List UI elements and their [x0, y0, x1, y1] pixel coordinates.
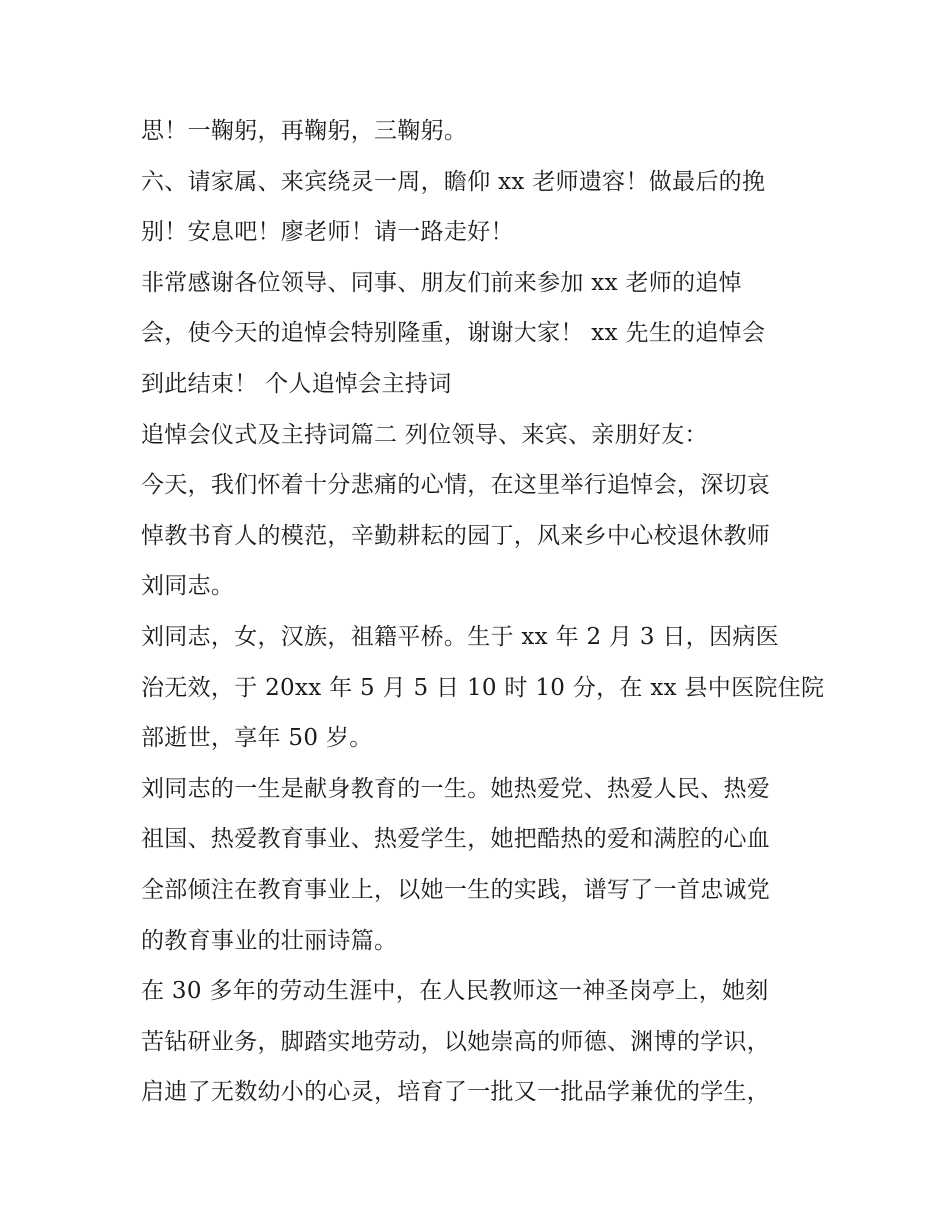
- text-line: 治无效，于 20xx 年 5 月 5 日 10 时 10 分，在 xx 县中医院住院: [141, 674, 825, 701]
- text-line: 苦钻研业务，脚踏实地劳动，以她崇高的师德、渊博的学识，: [141, 1028, 771, 1055]
- text-line: 今天，我们怀着十分悲痛的心情，在这里举行追悼会，深切哀: [141, 472, 771, 499]
- text-line: 祖国、热爱教育事业、热爱学生，她把酷热的爱和满腔的心血: [141, 826, 771, 853]
- text-line: 会，使今天的追悼会特别隆重，谢谢大家！ xx 先生的追悼会: [141, 320, 766, 347]
- text-line: 启迪了无数幼小的心灵，培育了一批又一批品学兼优的学生，: [141, 1079, 771, 1106]
- text-line: 六、请家属、来宾绕灵一周，瞻仰 xx 老师遗容！做最后的挽: [141, 168, 766, 195]
- text-line: 刘同志，女，汉族，祖籍平桥。生于 xx 年 2 月 3 日，因病医: [141, 623, 779, 650]
- text-line: 在 30 多年的劳动生涯中，在人民教师这一神圣岗亭上，她刻: [141, 978, 769, 1005]
- text-line: 悼教书育人的模范，辛勤耕耘的园丁，风来乡中心校退休教师: [141, 522, 771, 549]
- text-line: 到此结束！ 个人追悼会主持词: [141, 370, 452, 397]
- text-line: 刘同志。: [141, 573, 235, 600]
- text-line: 部逝世，享年 50 岁。: [141, 725, 373, 752]
- text-line: 非常感谢各位领导、同事、朋友们前来参加 xx 老师的追悼: [141, 269, 742, 296]
- text-line: 思！一鞠躬，再鞠躬，三鞠躬。: [141, 118, 468, 144]
- text-line: 全部倾注在教育事业上，以她一生的实践，谱写了一首忠诚党: [141, 876, 771, 903]
- text-line: 的教育事业的壮丽诗篇。: [141, 927, 398, 954]
- text-line: 别！安息吧！廖老师！请一路走好！: [141, 219, 514, 246]
- section-heading-line: 追悼会仪式及主持词篇二 列位领导、来宾、亲朋好友：: [141, 421, 708, 448]
- text-line: 刘同志的一生是献身教育的一生。她热爱党、热爱人民、热爱: [141, 775, 771, 802]
- document-body: [141, 106, 825, 1118]
